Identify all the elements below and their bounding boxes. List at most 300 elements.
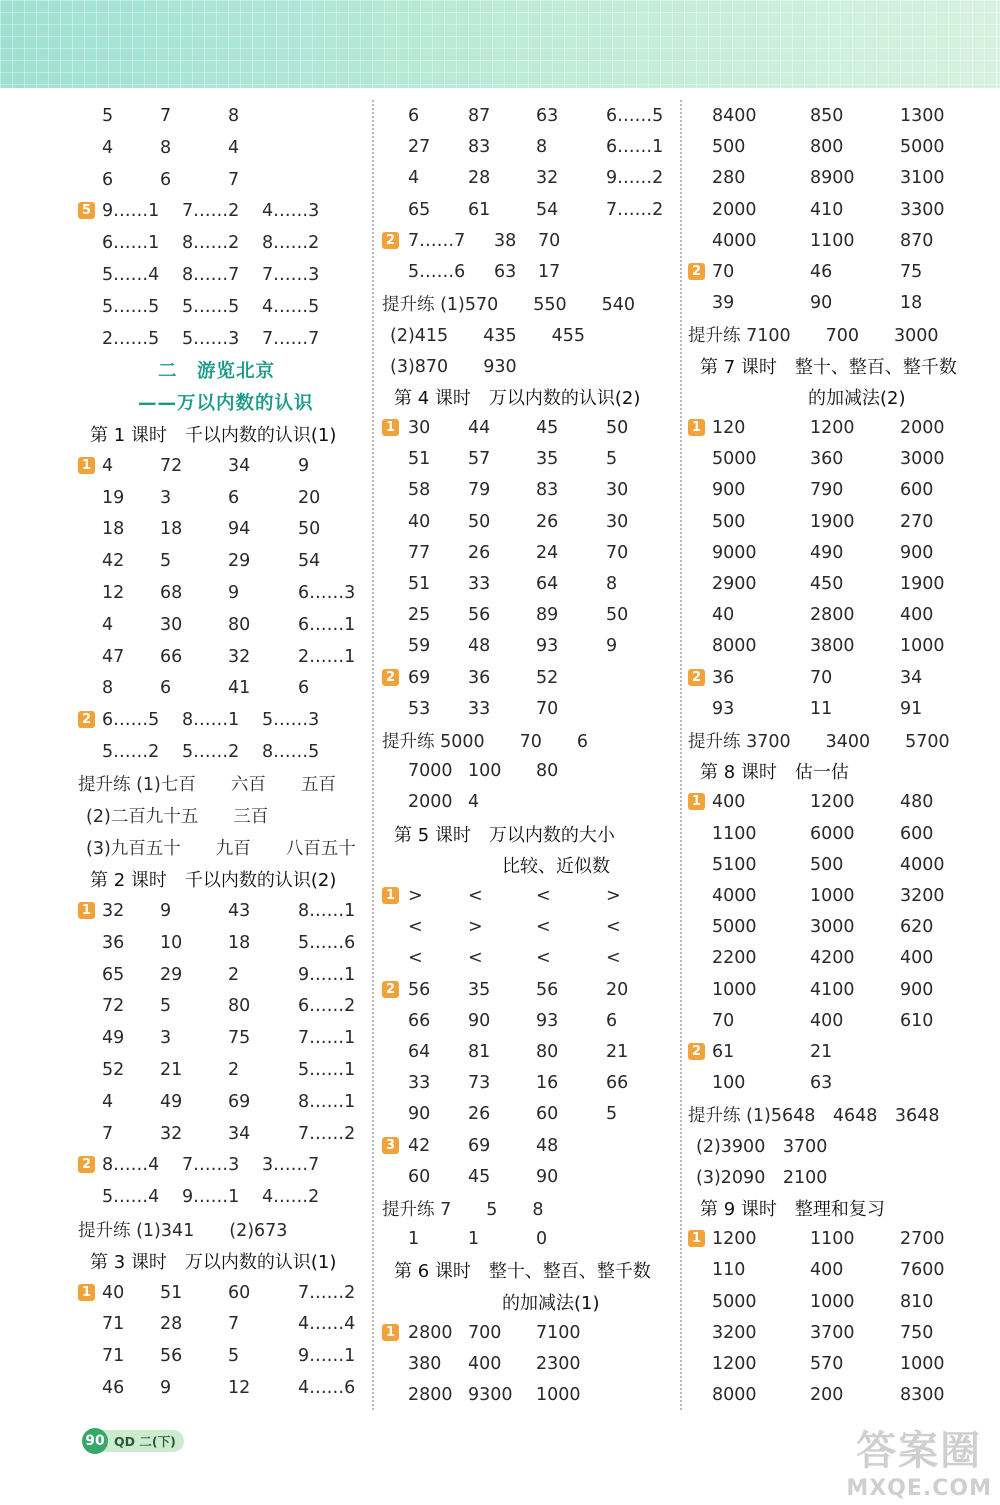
answer-cell: 19	[102, 487, 125, 508]
question-number-badge: 1	[688, 793, 705, 810]
answer-row	[688, 755, 988, 787]
answer-row	[382, 568, 672, 600]
answer-cell: 28	[160, 1314, 183, 1335]
answer-cell: 360	[810, 449, 844, 470]
answer-row	[78, 768, 368, 800]
section-title: 第 4 课时 万以内数的认识(2)	[394, 387, 641, 409]
question-number-badge: 3	[382, 1137, 399, 1154]
question-number-badge: 5	[78, 202, 95, 219]
answer-cell: 70	[712, 262, 735, 282]
answer-cell: 4……4	[298, 1314, 356, 1335]
answer-cell: 20	[298, 487, 321, 508]
question-number-badge: 1	[382, 419, 399, 436]
answer-cell: 77	[408, 542, 431, 563]
answer-cell: 8000	[712, 636, 757, 657]
answer-cell: 6	[606, 1010, 618, 1031]
practice-answer-text: (3)2090 2100	[696, 1168, 828, 1189]
answer-row	[78, 800, 368, 832]
answer-cell: 4……5	[262, 296, 320, 317]
answer-cell: 8900	[810, 168, 855, 189]
answer-cell: 66	[160, 646, 183, 667]
answer-cell: 3700	[810, 1322, 855, 1343]
answer-row	[382, 1067, 672, 1099]
answer-cell: 11	[810, 698, 833, 719]
answer-cell: 2……5	[102, 328, 160, 349]
answer-cell: 87	[468, 106, 491, 126]
answer-row	[382, 1317, 672, 1349]
answer-row	[78, 577, 368, 609]
answer-row	[382, 256, 672, 288]
practice-answer-text: 提升练 (1)570 550 540	[382, 294, 636, 315]
answer-cell: 6……5	[102, 710, 160, 731]
practice-answer-text: (2)415 435 455	[390, 325, 585, 346]
answer-cell: 280	[712, 168, 746, 189]
answer-cell: 800	[810, 137, 844, 158]
answer-cell: 9000	[712, 542, 757, 563]
answer-cell: 5100	[712, 854, 757, 875]
answer-row	[688, 1130, 988, 1162]
answer-row	[78, 609, 368, 641]
answer-cell: 75	[900, 262, 923, 282]
answer-row	[78, 418, 368, 450]
answer-cell: 69	[408, 667, 431, 688]
answer-cell: <	[536, 917, 551, 938]
answer-cell: 7……1	[298, 1028, 356, 1049]
answer-cell: 4000	[712, 886, 757, 906]
answer-cell: 5……2	[102, 742, 160, 762]
answer-cell: 1100	[810, 230, 855, 251]
answer-cell: 36	[468, 667, 491, 688]
answer-cell: 4000	[712, 230, 757, 251]
answer-cell: 6	[408, 106, 420, 126]
answer-cell: 5……2	[182, 742, 240, 762]
answer-row	[382, 100, 672, 132]
answer-cell: 63	[810, 1073, 833, 1094]
answer-cell: 32	[160, 1123, 183, 1144]
watermark-url: MXQE.COM	[846, 1476, 992, 1501]
answer-cell: 900	[712, 480, 746, 501]
answer-cell: 5	[606, 449, 618, 470]
answer-cell: 2800	[408, 1385, 453, 1406]
answer-cell: 7……2	[298, 1123, 356, 1144]
answer-row	[688, 287, 988, 319]
answer-cell: 570	[810, 1354, 844, 1374]
answer-cell: 2800	[408, 1322, 453, 1343]
answer-cell: 7	[228, 169, 240, 190]
answer-cell: 93	[536, 636, 559, 657]
question-number-badge: 1	[688, 1230, 705, 1247]
answer-cell: 1900	[900, 574, 945, 594]
answer-row	[688, 1036, 988, 1068]
question-number-badge: 1	[688, 419, 705, 436]
answer-cell: 59	[408, 636, 431, 657]
answer-cell: 51	[408, 449, 431, 470]
column-divider	[372, 100, 374, 1410]
answer-cell: 4	[408, 168, 420, 189]
answer-cell: 27	[408, 137, 431, 158]
answer-cell: 61	[468, 199, 491, 220]
answer-cell: 1200	[712, 1354, 757, 1374]
answer-cell: 3200	[712, 1322, 757, 1343]
answer-row	[78, 1308, 368, 1340]
answer-row	[78, 1277, 368, 1309]
answer-row	[382, 911, 672, 943]
answer-cell: 5	[102, 106, 114, 126]
answer-row	[688, 1317, 988, 1349]
answer-row	[688, 506, 988, 538]
answer-row	[78, 513, 368, 545]
answer-cell: <	[468, 886, 483, 906]
answer-row	[688, 225, 988, 257]
answer-row	[382, 474, 672, 506]
answer-cell: 20	[606, 979, 629, 1000]
answer-row	[688, 350, 988, 382]
answer-cell: 3300	[900, 199, 945, 220]
answer-cell: 8……2	[182, 233, 240, 254]
answer-row	[382, 849, 672, 881]
answer-cell: 83	[468, 137, 491, 158]
answer-cell: 90	[536, 1166, 559, 1187]
answer-cell: 480	[900, 792, 934, 813]
answer-cell: 6	[160, 678, 172, 699]
answer-row	[382, 318, 672, 350]
answer-cell: 42	[408, 1135, 431, 1156]
answer-cell: 3100	[900, 168, 945, 189]
answer-cell: 400	[810, 1260, 844, 1281]
answer-row	[688, 1161, 988, 1193]
answer-cell: 380	[408, 1354, 442, 1374]
answer-row	[78, 863, 368, 895]
answer-cell: 51	[408, 574, 431, 594]
column-divider	[680, 100, 682, 1410]
answer-cell: 400	[900, 948, 934, 969]
answer-cell: 4	[102, 614, 114, 635]
question-number-badge: 1	[78, 457, 95, 474]
answer-cell: 28	[468, 168, 491, 189]
answer-row	[688, 1254, 988, 1286]
answer-cell: 5……5	[182, 296, 240, 317]
answer-cell: 43	[228, 901, 251, 921]
answer-cell: 33	[468, 574, 491, 594]
answer-cell: 80	[536, 1042, 559, 1062]
answer-cell: 90	[810, 293, 833, 314]
answer-cell: 1000	[900, 636, 945, 657]
answer-cell: 4……6	[298, 1378, 356, 1398]
answer-cell: 41	[228, 678, 251, 699]
answer-row	[382, 537, 672, 569]
answer-cell: 35	[536, 449, 559, 470]
answer-cell: 8……4	[102, 1155, 160, 1176]
answer-row	[78, 195, 368, 227]
section-title: 第 7 课时 整十、整百、整千数	[700, 356, 957, 378]
answer-cell: 500	[712, 511, 746, 532]
answer-cell: 70	[606, 542, 629, 563]
answer-cell: 810	[900, 1291, 934, 1312]
answer-row	[688, 1067, 988, 1099]
answer-cell: 7	[228, 1314, 240, 1335]
answer-cell: 56	[536, 979, 559, 1000]
answer-row	[78, 227, 368, 259]
answer-row	[78, 259, 368, 291]
answer-cell: 65	[408, 199, 431, 220]
answer-cell: 60	[536, 1104, 559, 1125]
answer-cell: 9300	[468, 1385, 513, 1406]
answer-row	[688, 100, 988, 132]
answer-cell: 410	[810, 199, 844, 220]
question-number-badge: 1	[78, 1284, 95, 1301]
answer-cell: 3	[160, 1028, 172, 1049]
practice-answer-text: (2)3900 3700	[696, 1137, 828, 1158]
answer-row	[382, 443, 672, 475]
answer-cell: 66	[606, 1073, 629, 1094]
answer-cell: 8	[536, 137, 548, 158]
answer-row	[78, 1340, 368, 1372]
question-number-badge: 2	[382, 669, 399, 686]
answer-cell: 5……6	[408, 262, 466, 282]
answer-cell: 600	[900, 823, 934, 844]
practice-answer-text: 提升练 5000 70 6	[382, 731, 589, 752]
answer-cell: 700	[468, 1322, 502, 1343]
answer-cell: 2900	[712, 574, 757, 594]
watermark-logo	[846, 1419, 992, 1501]
answer-cell: 8400	[712, 106, 757, 126]
answer-row	[78, 545, 368, 577]
answer-cell: 400	[810, 1010, 844, 1031]
answer-cell: 2000	[712, 199, 757, 220]
answer-row	[78, 641, 368, 673]
answer-cell: 4……3	[262, 201, 320, 222]
answer-cell: 610	[900, 1010, 934, 1031]
answer-row	[688, 474, 988, 506]
section-title: 的加减法(2)	[808, 387, 906, 409]
answer-row	[688, 693, 988, 725]
answer-cell: 100	[468, 761, 502, 782]
answer-cell: 30	[160, 614, 183, 635]
answer-cell: 34	[228, 1123, 251, 1144]
answer-cell: 2800	[810, 605, 855, 626]
answer-cell: 400	[900, 605, 934, 626]
answer-cell: 2300	[536, 1354, 581, 1374]
answer-row	[78, 354, 368, 386]
question-number-badge: 2	[688, 1043, 705, 1060]
answer-row	[78, 386, 368, 418]
answer-cell: 7……7	[408, 230, 466, 251]
answer-cell: 6……1	[102, 233, 160, 254]
answer-cell: 48	[536, 1135, 559, 1156]
answer-cell: 600	[900, 480, 934, 501]
answer-cell: 47	[102, 646, 125, 667]
answer-cell: 12	[102, 583, 125, 603]
practice-answer-text: 提升练 3700 3400 5700	[688, 731, 950, 752]
answer-cell: <	[408, 948, 423, 969]
answer-cell: 8000	[712, 1385, 757, 1406]
answer-cell: >	[606, 886, 621, 906]
question-number-badge: 1	[382, 1324, 399, 1341]
question-number-badge: 2	[688, 263, 705, 280]
answer-row	[382, 942, 672, 974]
answer-row	[688, 1098, 988, 1130]
answer-cell: 6	[228, 487, 240, 508]
answer-cell: 69	[468, 1135, 491, 1156]
answer-cell: 5	[160, 551, 172, 572]
answer-cell: 9……2	[606, 168, 664, 189]
answer-cell: 3	[160, 487, 172, 508]
answer-cell: 8……1	[182, 710, 240, 731]
answer-cell: 400	[468, 1354, 502, 1374]
answer-cell: 50	[606, 418, 629, 438]
answer-cell: 24	[536, 542, 559, 563]
answer-cell: >	[408, 886, 423, 906]
answer-cell: 49	[102, 1028, 125, 1049]
answer-cell: 54	[536, 199, 559, 220]
answer-cell: 40	[102, 1282, 125, 1303]
answer-cell: 25	[408, 605, 431, 626]
answer-cell: 54	[298, 551, 321, 572]
answer-cell: 6……1	[298, 614, 356, 635]
answer-cell: 32	[228, 646, 251, 667]
answer-row	[688, 911, 988, 943]
answer-cell: 75	[228, 1028, 251, 1049]
answer-cell: 80	[228, 996, 251, 1017]
answer-row	[78, 1054, 368, 1086]
answer-row	[688, 1223, 988, 1255]
answer-cell: 26	[468, 1104, 491, 1125]
answer-cell: 80	[228, 614, 251, 635]
answer-cell: 90	[408, 1104, 431, 1125]
answer-cell: 53	[408, 698, 431, 719]
answer-cell: 6……2	[298, 996, 356, 1017]
answer-cell: 56	[468, 605, 491, 626]
answer-row	[382, 693, 672, 725]
answer-cell: 1	[408, 1229, 420, 1250]
answer-cell: 790	[810, 480, 844, 501]
answer-row	[78, 927, 368, 959]
answer-cell: 7……2	[298, 1282, 356, 1303]
answer-cell: 7……3	[262, 265, 320, 285]
answer-cell: >	[468, 917, 483, 938]
answer-cell: 490	[810, 542, 844, 563]
answer-cell: 8……7	[182, 265, 240, 285]
answer-cell: 8……2	[262, 233, 320, 254]
section-title: 第 2 课时 千以内数的认识(2)	[90, 870, 337, 892]
answer-row	[688, 568, 988, 600]
answer-cell: 58	[408, 480, 431, 501]
answer-cell: 4000	[900, 854, 945, 875]
answer-cell: 9……1	[298, 1346, 356, 1367]
answer-row	[78, 1149, 368, 1181]
answer-cell: 400	[712, 792, 746, 813]
practice-answer-text: 提升练 7 5 8	[382, 1199, 544, 1220]
practice-answer-text: (3)九百五十 九百 八百五十	[86, 838, 356, 859]
answer-row	[78, 1213, 368, 1245]
answer-cell: 1100	[712, 823, 757, 844]
answer-cell: 5	[228, 1346, 240, 1367]
answer-row	[688, 131, 988, 163]
question-number-badge: 1	[382, 887, 399, 904]
answer-cell: 5	[160, 996, 172, 1017]
answer-cell: 8……1	[298, 1091, 356, 1112]
answer-row	[382, 755, 672, 787]
answer-cell: <	[468, 948, 483, 969]
answer-cell: 21	[160, 1060, 183, 1080]
answer-cell: 2	[228, 964, 240, 985]
answer-cell: 7……7	[262, 328, 320, 349]
answer-cell: 1000	[712, 979, 757, 1000]
footer-page-label	[82, 1430, 184, 1452]
answer-row	[382, 1286, 672, 1318]
answer-cell: 2000	[408, 792, 453, 813]
answer-cell: 16	[536, 1073, 559, 1094]
answer-cell: 3200	[900, 886, 945, 906]
answer-row	[78, 323, 368, 355]
answer-cell: 70	[538, 230, 561, 251]
answer-cell: 5……4	[102, 1187, 160, 1208]
answer-cell: 1200	[810, 792, 855, 813]
watermark-text: 答案圈	[856, 1428, 983, 1474]
answer-cell: 8……1	[298, 901, 356, 921]
answer-cell: 52	[536, 667, 559, 688]
answer-cell: 34	[228, 455, 251, 476]
answer-row	[382, 1098, 672, 1130]
answer-cell: 4	[102, 455, 114, 476]
answer-cell: 71	[102, 1314, 125, 1335]
answer-cell: 48	[468, 636, 491, 657]
answer-row	[382, 974, 672, 1006]
answer-cell: 5……3	[262, 710, 320, 731]
answer-cell: 52	[102, 1060, 125, 1080]
answer-cell: 1000	[900, 1354, 945, 1374]
answer-row	[78, 990, 368, 1022]
answer-row	[688, 194, 988, 226]
answer-cell: 4……2	[262, 1187, 320, 1208]
section-title: 第 3 课时 万以内数的认识(1)	[90, 1251, 337, 1273]
answer-row	[382, 225, 672, 257]
answer-cell: 8	[160, 137, 172, 158]
answer-cell: 32	[102, 901, 125, 921]
answer-cell: 69	[228, 1091, 251, 1112]
answer-cell: 1900	[810, 511, 855, 532]
answer-row	[382, 662, 672, 694]
answer-row	[382, 1223, 672, 1255]
answer-cell: 120	[712, 418, 746, 438]
answer-cell: 4	[102, 1091, 114, 1112]
answer-row	[382, 786, 672, 818]
answer-cell: 1100	[810, 1229, 855, 1250]
answer-cell: 29	[160, 964, 183, 985]
answer-cell: 40	[712, 605, 735, 626]
section-title: 第 9 课时 整理和复习	[700, 1199, 885, 1220]
answer-cell: 5……4	[102, 265, 160, 285]
answer-row	[688, 412, 988, 444]
answer-cell: 750	[900, 1322, 934, 1343]
answer-cell: 70	[712, 1010, 735, 1031]
answer-cell: 50	[606, 605, 629, 626]
question-number-badge: 2	[382, 981, 399, 998]
answer-cell: 0	[536, 1229, 548, 1250]
answer-cell: 500	[810, 854, 844, 875]
answer-row	[78, 704, 368, 736]
answer-cell: 32	[536, 168, 559, 189]
section-title: 第 6 课时 整十、整百、整千数	[394, 1261, 651, 1283]
answer-row	[688, 599, 988, 631]
answer-cell: 7……2	[182, 201, 240, 222]
answer-cell: <	[408, 917, 423, 938]
answer-cell: 6	[298, 678, 310, 699]
answer-row	[688, 724, 988, 756]
answer-cell: 5000	[712, 1291, 757, 1312]
answer-cell: 10	[160, 932, 183, 953]
answer-row	[78, 831, 368, 863]
